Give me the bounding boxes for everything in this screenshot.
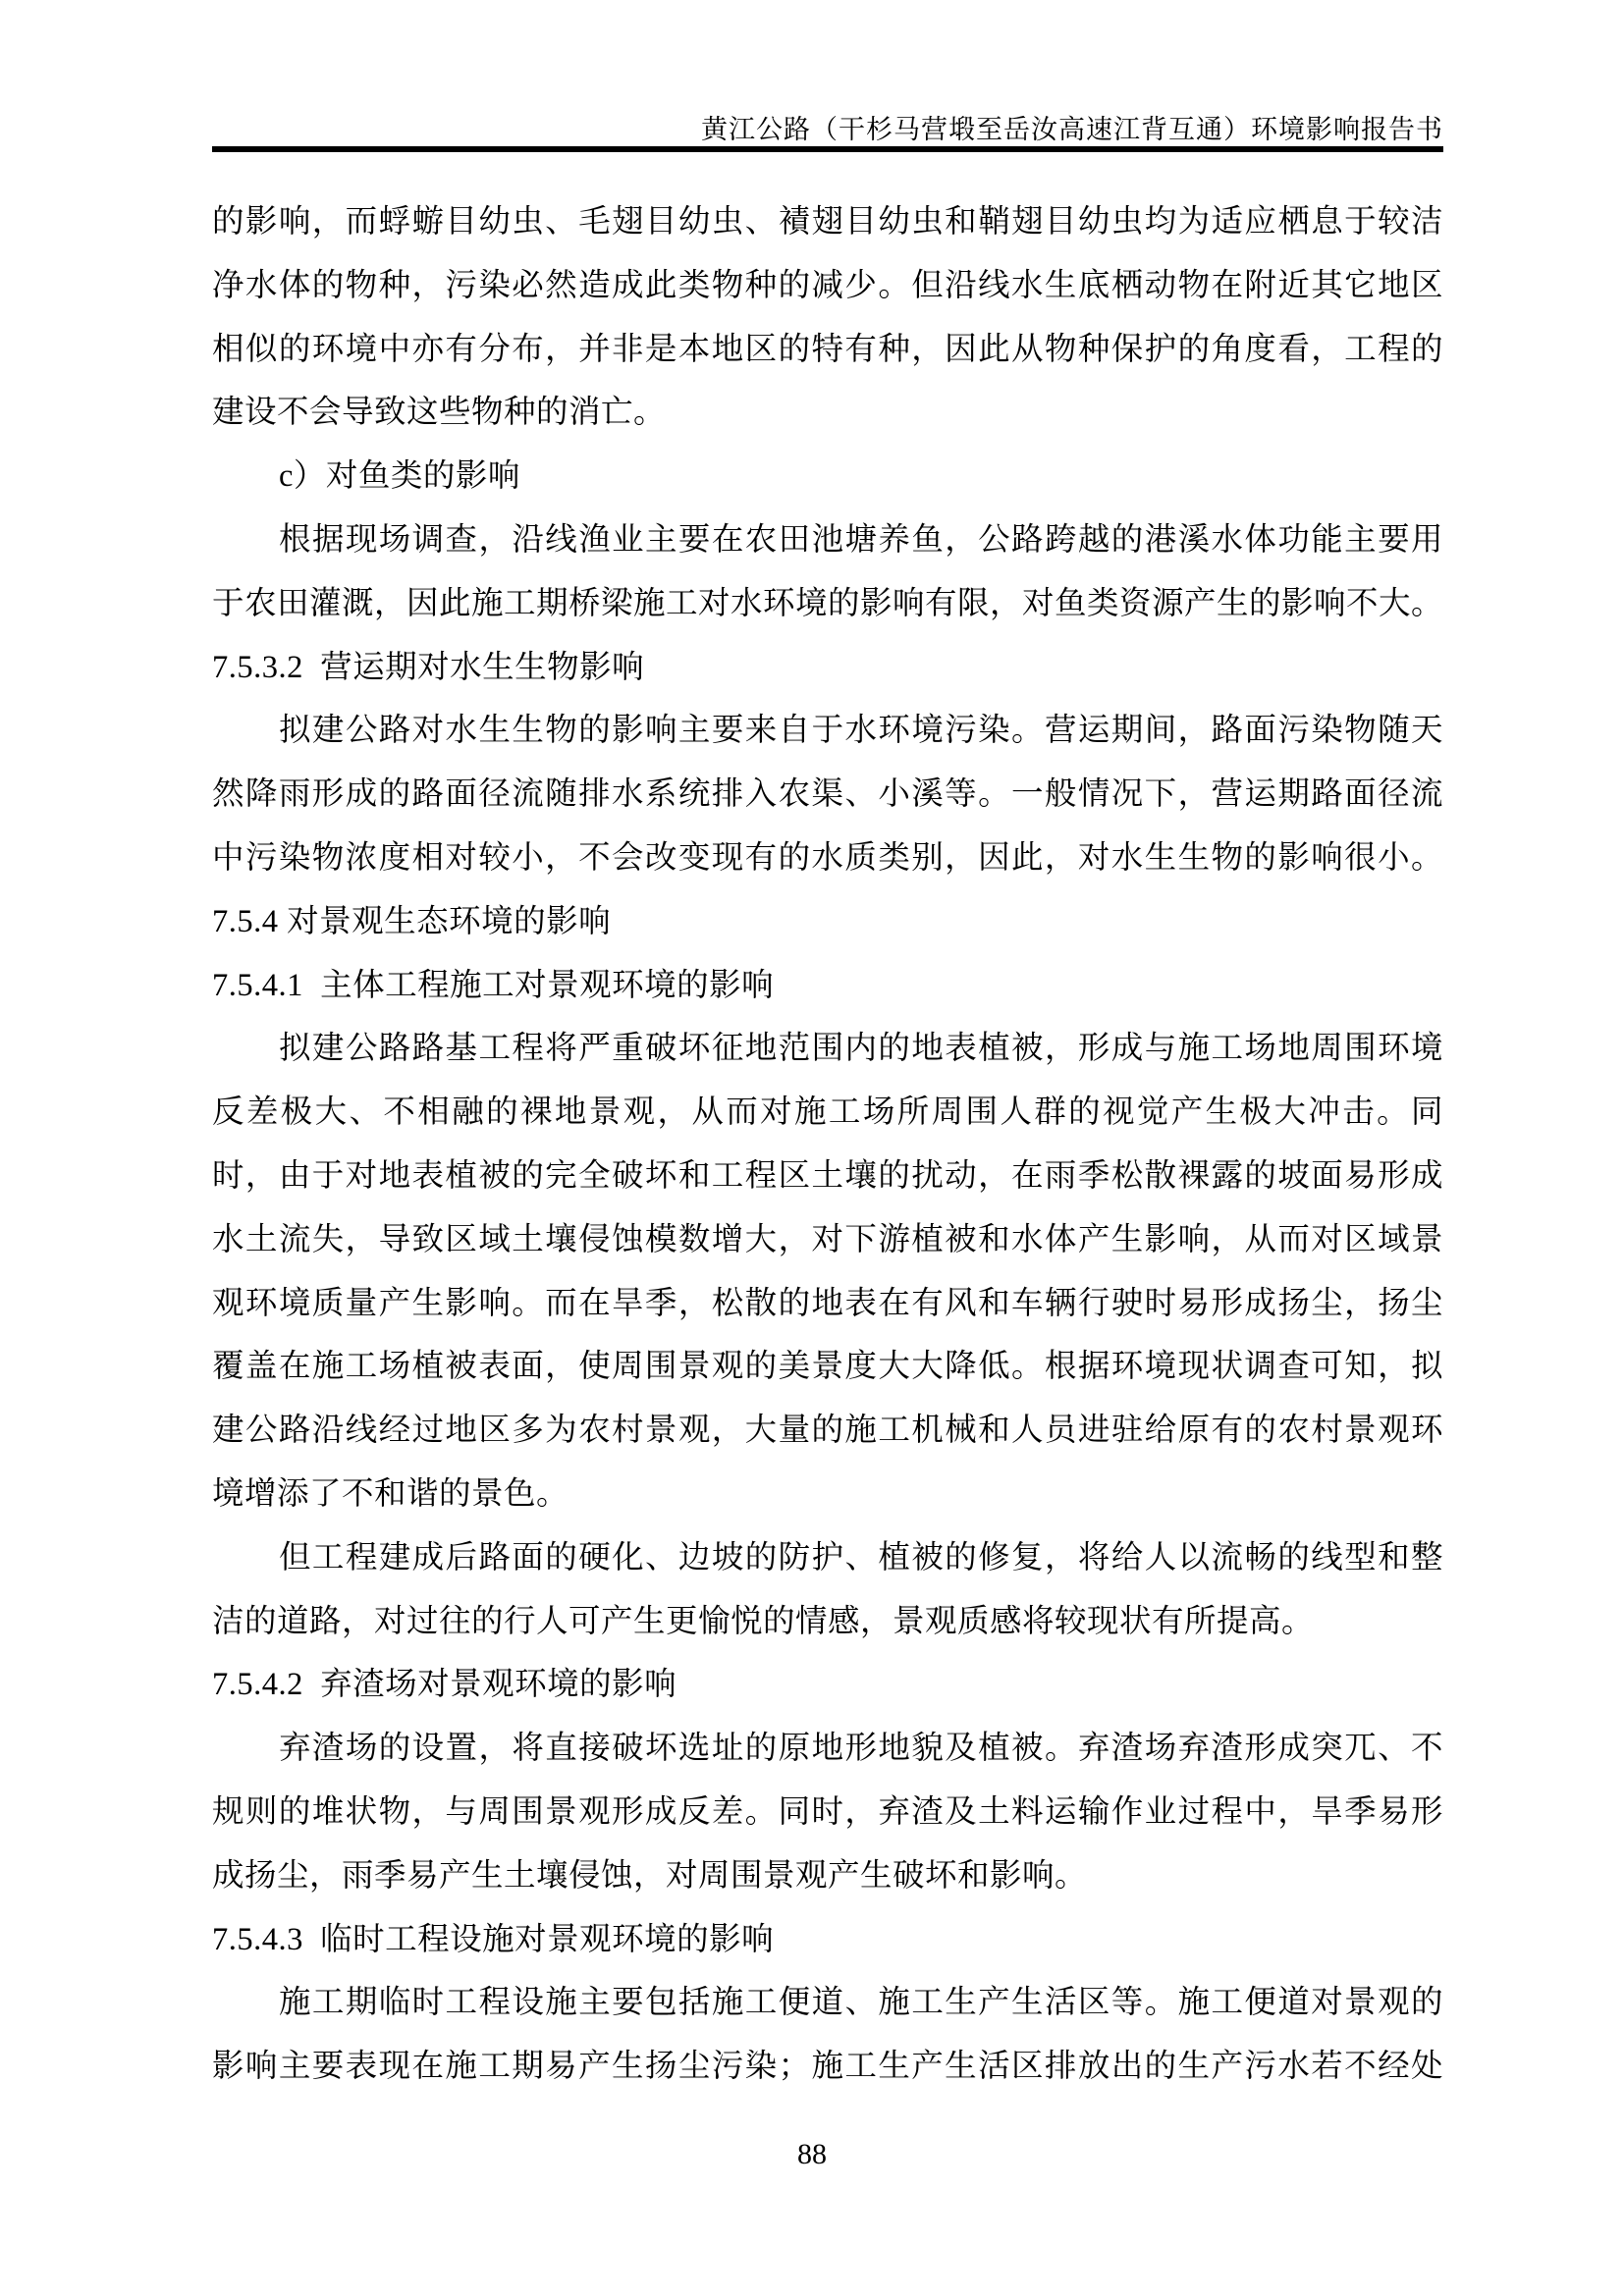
section-heading: 7.5.4.1 主体工程施工对景观环境的影响 bbox=[212, 967, 775, 1003]
section-heading: 7.5.3.2 营运期对水生生物影响 bbox=[212, 649, 645, 685]
text-line: 境增添了不和谐的景色。 bbox=[212, 1475, 569, 1512]
header-rule bbox=[212, 146, 1443, 152]
text-line: 成扬尘，雨季易产生土壤侵蚀，对周围景观产生破坏和影响。 bbox=[212, 1857, 1088, 1894]
text-line: 中污染物浓度相对较小，不会改变现有的水质类别，因此，对水生生物的影响很小。 bbox=[212, 839, 1443, 876]
text-line: 时，由于对地表植被的完全破坏和工程区土壤的扰动，在雨季松散裸露的坡面易形成 bbox=[212, 1157, 1443, 1194]
text-line: 于农田灌溉，因此施工期桥梁施工对水环境的影响有限，对鱼类资源产生的影响不大。 bbox=[212, 585, 1444, 621]
text-line: 但工程建成后路面的硬化、边坡的防护、植被的修复，将给人以流畅的线型和整 bbox=[279, 1539, 1443, 1575]
page-header-title: 黄江公路（干杉马营塅至岳汝高速江背互通）环境影响报告书 bbox=[701, 115, 1443, 144]
text-line: 弃渣场的设置，将直接破坏选址的原地形地貌及植被。弃渣场弃渣形成突兀、不 bbox=[279, 1731, 1443, 1767]
text-line: 水土流失，导致区域土壤侵蚀模数增大，对下游植被和水体产生影响，从而对区域景 bbox=[212, 1221, 1443, 1257]
text-line: 然降雨形成的路面径流随排水系统排入农渠、小溪等。一般情况下，营运期路面径流 bbox=[212, 776, 1443, 813]
text-line: 影响主要表现在施工期易产生扬尘污染；施工生产生活区排放出的生产污水若不经处 bbox=[212, 2049, 1443, 2085]
text-line: 覆盖在施工场植被表面，使周围景观的美景度大大降低。根据环境现状调查可知，拟 bbox=[212, 1349, 1443, 1385]
section-heading: 7.5.4.3 临时工程设施对景观环境的影响 bbox=[212, 1921, 775, 1957]
text-line: 净水体的物种，污染必然造成此类物种的减少。但沿线水生底栖动物在附近其它地区 bbox=[212, 267, 1443, 303]
text-line: 观环境质量产生影响。而在旱季，松散的地表在有风和车辆行驶时易形成扬尘，扬尘 bbox=[212, 1285, 1443, 1321]
text-line: 相似的环境中亦有分布，并非是本地区的特有种，因此从物种保护的角度看，工程的 bbox=[212, 331, 1443, 367]
text-line: 拟建公路对水生生物的影响主要来自于水环境污染。营运期间，路面污染物随天 bbox=[279, 713, 1443, 749]
text-line: 根据现场调查，沿线渔业主要在农田池塘养鱼，公路跨越的港溪水体功能主要用 bbox=[279, 521, 1443, 558]
text-line: 洁的道路，对过往的行人可产生更愉悦的情感，景观质感将较现状有所提高。 bbox=[212, 1603, 1315, 1639]
text-line: 建公路沿线经过地区多为农村景观，大量的施工机械和人员进驻给原有的农村景观环 bbox=[212, 1413, 1443, 1449]
text-line: c）对鱼类的影响 bbox=[279, 458, 520, 495]
section-heading: 7.5.4 对景观生态环境的影响 bbox=[212, 903, 612, 939]
text-line: 反差极大、不相融的裸地景观，从而对施工场所周围人群的视觉产生极大冲击。同 bbox=[212, 1095, 1443, 1131]
text-line: 规则的堆状物，与周围景观形成反差。同时，弃渣及土料运输作业过程中，旱季易形 bbox=[212, 1793, 1443, 1830]
text-line: 建设不会导致这些物种的消亡。 bbox=[212, 395, 667, 431]
text-line: 拟建公路路基工程将严重破坏征地范围内的地表植被，形成与施工场地周围环境 bbox=[279, 1031, 1443, 1067]
section-heading: 7.5.4.2 弃渣场对景观环境的影响 bbox=[212, 1667, 677, 1703]
document-body bbox=[212, 190, 1443, 2099]
text-line: 的影响，而蜉蝣目幼虫、毛翅目幼虫、襀翅目幼虫和鞘翅目幼虫均为适应栖息于较洁 bbox=[212, 204, 1443, 240]
text-line: 施工期临时工程设施主要包括施工便道、施工生产生活区等。施工便道对景观的 bbox=[279, 1985, 1443, 2021]
page-number: 88 bbox=[797, 2138, 827, 2170]
